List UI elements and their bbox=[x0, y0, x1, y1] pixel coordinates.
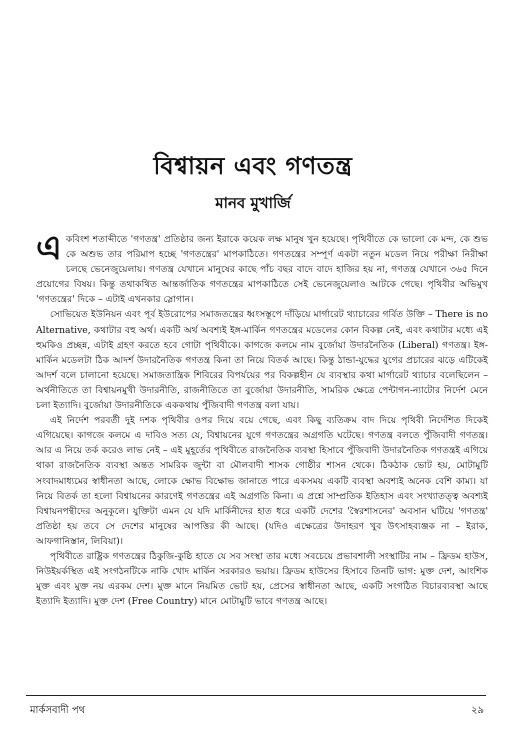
paragraph-text: কবিংশ শতাব্দীতে 'গণতন্ত্র' প্রতিষ্ঠার জন্য ইরাকে কয়েক লক্ষ মানুষ খুন হয়েছে। পৃথিবীতে কে ভালো কে মন্দ, কে শুভ কে অশুভ তার পরিমাপ হচ্ছে 'গণতন্ত্রের' মাপকাঠিতে। গণতন্ত্রের সম্পূর্ণ একটা নতুন মডেল নিয়ে পরীক্ষা নিরীক্ষা চলছে ভেনেজুয়েলায়। গণতন্ত্র যেখানে মানুষের কাছে পাঁচ বছর বাদে বাদে হাজির হয় না, গণতন্ত্র যেখানে ৩৬৫ দিনে প্রয়োগের বিষয়। কিন্তু তথাকথিত আন্তর্জাতিক গণতন্ত্রের মাপকাঠিতে সেই ভেনেজুয়েলাও আটকে গেছে। পৃথিবীর অভিমুখ 'গণতন্ত্রের' দিকে – এটাই এখনকার স্লোগান। bbox=[36, 234, 488, 306]
paragraph-3: এই নির্দেশ পরবর্তী দুই দশক পৃথিবীর ওপর দিয়ে বয়ে গেছে, এবং কিছু ব্যতিক্রম বাদ দিয়ে পৃথিবী নির্দেশিত দিকেই এগিয়েছে। কাগজে কলমে এ দাবিও সত্য যে, বিশ্বায়নের যুগে গণতন্ত্রের অগ্রগতি ঘটেছে। গণতন্ত্র বলতে পুঁজিবাদী গণতন্ত্র। আর এ নিয়ে তর্ক করেও লাভ নেই – এই মুহূর্তের পৃথিবীতে রাজনৈতিক ব্যবস্থা হিসাবে পুঁজিবাদী উদারনৈতিক গণতন্ত্রই এগিয়ে থাকা রাজনৈতিক ব্যবস্থা অন্তত সামরিক জুন্টা বা মৌলবাদী শাসক গোষ্ঠীর শাসন থেকে। ঠিকঠাক ভোট হয়, মোটামুটি সংবাদমাধ্যমের স্বাধীনতা আছে, লোকে ক্ষোভ বিক্ষোভ জানাতে পারে একসময় একটি ব্যবস্থা অবশ্যই অনেক বেশি কাম্য। যা নিয়ে বিতর্ক তা হলো বিশ্বায়নের কারণেই গণতন্ত্রের এই অগ্রগতি কিনা। এ প্রশ্নে সাম্প্রতিক ইতিহাস এবং সংখ্যাতত্ত্ব অবশ্যই বিশ্বায়নপন্থীদের অনুকূলে। যুক্তিটা এমন যে যদি মার্কিনীদের হাত ধরে একটি দেশের 'স্বৈরশাসনের' অবসান ঘটিয়ে 'গণতন্ত্র' প্রতিষ্ঠা হয় তবে সে দেশের মানুষের আপত্তির কী আছে। (যদিও এক্ষেত্রের উদাহরণ খুব উৎসাহব্যঞ্জক না – ইরাক, আফগানিস্তান, লিবিয়া)। bbox=[36, 415, 488, 547]
article-author: মানব মুখার্জি bbox=[215, 194, 291, 212]
article-title: বিশ্বায়ন এবং গণতন্ত্র bbox=[153, 151, 353, 180]
footer-rule bbox=[26, 695, 486, 696]
article-body bbox=[36, 228, 488, 609]
page-number: ২৯ bbox=[471, 705, 484, 716]
paragraph-1 bbox=[36, 228, 488, 307]
paragraph-2: সোভিয়েত ইউনিয়ন এবং পূর্ব ইউরোপের সমাজতন্ত্রের ধ্বংসস্তূপে দাঁড়িয়ে মার্গারেট থ্যাচারের গর্বিত উক্তি – There is no Alternative, কথাটার বহু অর্থ। একটি অর্থ অবশ্যই ইঙ্গ-মার্কিন গণতন্ত্রের মডেলের কোন বিকল্প নেই, এবং কথাটার মধ্যে এই হুমকিও প্রচ্ছন্ন, এটাই গ্রহণ করতে হবে গোটা পৃথিবীকে। কাগজে কলমে নাম বুর্জোয়া উদারনৈতিক (Liberal) গণতন্ত্র। ইঙ্গ-মার্কিন মডেলটা ঠিক আদর্শ উদারনৈতিক গণতন্ত্র কিনা তা নিয়ে বিতর্ক আছে। কিন্তু ঠান্ডা-যুদ্ধের যুগের প্রচারের ঝড়ে এটিকেই আদর্শ বলে চালানো হয়েছে। সমাজতান্ত্রিক শিবিরের বিপর্যয়ের পর বিকল্পহীন যে ব্যবস্থার কথা মার্গারেট থ্যাচার বলেছিলেন – অর্থনীতিতে তা বিশ্বায়নমুখী উদারনীতি, রাজনীতিতে তা বুর্জোয়া উদারনীতি, সামরিক ক্ষেত্রে পেন্টাগন-ন্যাটোর নির্দেশ মেনে চলা ইত্যাদি। বুর্জোয়া উদারনীতিকে এককথায় পুঁজিবাদী গণতন্ত্র বলা যায়। bbox=[36, 309, 488, 412]
paragraph-4: পৃথিবীতে রাষ্ট্রিক গণতন্ত্রের ঠিকুজি-কুষ্ঠি হাতে যে সব সংস্থা তার মধ্যে সবচেয়ে প্রভাবশালী সংস্থাটির নাম – ফ্রিডম হাউস, নিউইয়র্কস্থিত এই সংগঠনটিকে নাকি খোদ মার্কিন সরকারও ভয়ায়। ফ্রিডম হাউসের হিসাবে তিনটি ভাগ: মুক্ত দেশ, আংশিক মুক্ত এবং মুক্ত নয় এরকম দেশ। মুক্ত মানে নিয়মিত ভোট হয়, প্রেসের স্বাধীনতা আছে, একটি সংগঠিত বিচারব্যবস্থা আছে ইত্যাদি ইত্যাদি। মুক্ত দেশ (Free Country) মানে মোটামুটি ভাবে গণতন্ত্র আছে। bbox=[36, 550, 488, 608]
drop-cap: এ bbox=[36, 228, 62, 268]
journal-name: মার্কসবাদী পথ bbox=[30, 705, 86, 716]
